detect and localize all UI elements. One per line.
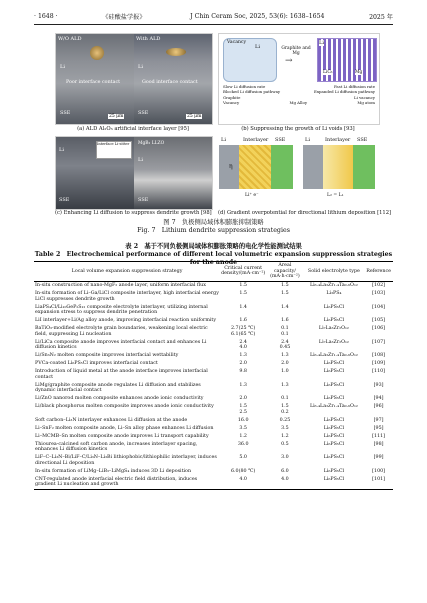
table-row: [34, 281, 393, 289]
sse-block-right: [353, 145, 375, 189]
cell-areal: 1.5: [281, 282, 289, 288]
cell-ccd: 1.5: [239, 282, 247, 288]
panel-d-li-left: Li: [221, 137, 226, 143]
panel-a-caption: (a) ALD Al₂O₃ artificial interface layer [95]: [77, 126, 189, 132]
cell-ccd: 16.0: [237, 417, 249, 423]
cell-reference: [107]: [372, 339, 386, 345]
cell-areal: 1.0: [281, 369, 289, 375]
table-row: [34, 403, 393, 417]
panel-d-interlayer-right: Interlayer: [325, 137, 351, 143]
table-row: [34, 381, 393, 395]
header-rule: [34, 24, 393, 25]
table-row: [34, 433, 393, 441]
cell-electrolyte: Li₆PS₅Cl: [323, 304, 345, 310]
panel-a-good: Good interface contact: [142, 80, 198, 85]
cell-strategy: In-situ construction of nano-MgF₂ anode layer, uniform interfacial flux: [35, 282, 206, 288]
cell-ccd: 1.2: [239, 433, 247, 439]
table-row: [34, 338, 393, 352]
cell-areal: 1.3: [281, 382, 289, 388]
figure-caption-cn: 图 7 负极侧局域体积膨胀抑制策略: [163, 219, 264, 226]
panel-c-interface: Interface Li-sitter: [97, 142, 130, 146]
cell-electrolyte: Li₆PS₅Cl: [323, 441, 345, 447]
cell-electrolyte: Li₆PS₅Cl: [323, 318, 345, 324]
panel-b-vacancy: Vacancy: [227, 40, 247, 45]
figure-panel-a: [55, 33, 213, 125]
cell-ccd: 2.7(25 ℃) 6.1(65 ℃): [230, 326, 256, 337]
panel-b-mg: Mg: [355, 70, 363, 75]
col-reference: Reference: [364, 262, 393, 282]
legend-item: Slow Li diffusion rate: [223, 84, 266, 89]
cell-areal: 1.5: [281, 290, 289, 296]
panel-a-label-with: With ALD: [136, 36, 161, 42]
page-number: · 1648 ·: [34, 12, 58, 20]
cell-strategy: PVCa-coated Li₆PS₅Cl improves interfacial contact: [35, 361, 158, 367]
cell-strategy: Li/LiCa composite anode improves interfacial contact and enhances Li diffusion kinetics: [35, 339, 207, 351]
cell-reference: [102]: [372, 282, 386, 288]
cell-electrolyte: Li₆PS₅Cl: [323, 455, 345, 461]
cell-areal: 0.1 0.1: [281, 326, 289, 337]
table-body: [34, 281, 393, 489]
cell-electrolyte: Li₆.₄La₃Zr₁.₄Ta₀.₆O₁₂: [309, 282, 358, 288]
panel-c-mgb2: MgB₂ LLZO: [138, 141, 165, 146]
performance-table: [34, 261, 393, 490]
cell-areal: 0.5: [281, 441, 289, 447]
panel-c-li-right: Li: [138, 157, 143, 163]
cell-areal: 2.4 0.45: [279, 339, 291, 351]
cell-ccd: 36.0: [237, 441, 249, 447]
panel-c-caption: (c) Enhancing Li diffusion to suppress dendrite growth [98]: [55, 210, 212, 216]
droplet-icon: [166, 48, 186, 56]
table-row: [34, 425, 393, 433]
cell-electrolyte: Li₆PS₅Cl: [323, 468, 345, 474]
cell-strategy: Li/ZnO nanorod molten composite enhances anode ionic conductivity: [35, 396, 204, 402]
cell-reference: [95]: [373, 425, 384, 431]
arrow-right-icon: →: [285, 56, 293, 66]
table-row: [34, 360, 393, 368]
table-row: [34, 468, 393, 476]
cell-ccd: 1.5: [239, 290, 247, 296]
cell-reference: [106]: [372, 326, 386, 332]
cell-reference: [94]: [373, 396, 384, 402]
panel-d-length: L₂ = L₁: [327, 193, 344, 198]
panel-b-li-left: Li: [255, 44, 260, 50]
table-row: [34, 325, 393, 339]
panel-d-interlayer-left: Interlayer: [243, 137, 269, 143]
cell-reference: [97]: [373, 417, 384, 423]
cell-electrolyte: Li₆PS₅Cl: [323, 417, 345, 423]
cell-reference: [105]: [372, 318, 386, 324]
cell-areal: 2.0: [281, 361, 289, 367]
table-row: [34, 352, 393, 360]
cell-ccd: 1.3: [239, 353, 247, 359]
cell-reference: [111]: [372, 433, 386, 439]
cell-areal: 1.3: [281, 353, 289, 359]
panel-d-eta: η: [229, 163, 233, 170]
li-block-right: [303, 145, 323, 189]
panel-b-legend: [223, 84, 375, 120]
cell-ccd: 3.5: [239, 425, 247, 431]
legend-item: Fast Li diffusion rate: [334, 84, 375, 89]
cell-electrolyte: Li₆PS₅Cl: [323, 433, 345, 439]
figure-panel-b: [218, 33, 380, 125]
table-row: [34, 303, 393, 317]
cell-strategy: LiMg/graphite composite anode regulates Li diffusion and stabilizes dynamic interfacial contact: [35, 382, 201, 394]
table-row: [34, 290, 393, 304]
cell-reference: [103]: [372, 290, 386, 296]
cell-ccd: 2.0: [239, 361, 247, 367]
citation: J Chin Ceram Soc, 2025, 53(6): 1638–1654: [190, 12, 325, 20]
cell-ccd: 2.4 4.0: [239, 339, 247, 351]
cell-strategy: LiF–C–Li₃N–Bi/LiF–C/Li₃N–Li₃Bi lithiophobic/lithiophilic interlayer, induces directional Li deposition: [35, 455, 217, 466]
panel-b-lic6: LiC₆: [323, 70, 333, 75]
panel-a-scale-left: 25 μm: [109, 114, 124, 119]
cell-electrolyte: Li₇La₃Zr₂O₁₂: [318, 339, 349, 345]
col-ccd: Critical current density/(mA·cm⁻²): [220, 262, 266, 282]
cell-areal: 1.5 0.2: [281, 404, 289, 415]
cell-reference: [101]: [364, 476, 393, 490]
cell-ccd: 2.0: [239, 396, 247, 402]
legend-item: Vacancy: [223, 100, 240, 106]
droplet-icon: [90, 46, 104, 60]
cell-strategy: In-situ formation of Li–Ga/LiCl composite interlayer, high interfacial energy LiCl suppresses dendrite growth: [35, 290, 219, 302]
figure-caption-en: Fig. 7 Lithium dendrite suppression strategies: [137, 227, 290, 234]
cell-ccd: 1.5 2.5: [239, 404, 247, 415]
panel-b-graphite-mg: Graphite and Mg: [281, 46, 311, 56]
cell-reference: [109]: [372, 361, 386, 367]
cell-ccd: 5.0: [239, 455, 247, 461]
panel-c-li-left: Li: [59, 147, 64, 153]
legend-item: Li vacancy: [354, 94, 375, 100]
cell-electrolyte: Li₆.₄La₃Zr₁.₄Ta₀.₆O₁₂: [309, 404, 358, 410]
legend-item: Expanded Li diffusion pathway: [314, 89, 375, 95]
panel-a-sse-left: SSE: [60, 110, 71, 116]
cell-ccd: 6.0(80 ℃): [230, 468, 256, 474]
panel-b-caption: (b) Suppressing the growth of Li voids [93]: [241, 126, 355, 132]
legend-item: Mg Alloy: [289, 100, 308, 106]
panel-a-sse-right: SSE: [138, 110, 149, 116]
cell-ccd: 1.3: [239, 382, 247, 388]
panel-a-li-right: Li: [138, 64, 143, 70]
table-row: [34, 476, 393, 490]
cell-reference: [104]: [372, 304, 386, 310]
table-header-row: [34, 262, 393, 282]
interlayer-block-left: [239, 145, 271, 189]
table-row: [34, 417, 393, 425]
panel-d-li-right: Li: [305, 137, 310, 143]
table-row: [34, 317, 393, 325]
cell-strategy: LiaPS₄Cl/Li₁₀GeP₂S₁₂ composite electrolyte interlayer, utilizing internal expansion stress to suppress dendrite penetration: [35, 304, 208, 316]
col-electrolyte: Solid electrolyte type: [304, 262, 365, 282]
figure-panel-d: [218, 136, 380, 210]
table-row: [34, 395, 393, 403]
cell-electrolyte: Li₆.₄La₃Zr₁.₄Ta₀.₆O₁₂: [309, 353, 358, 359]
legend-item: Mg atom: [357, 100, 375, 106]
cell-ccd: 4.0: [220, 476, 266, 490]
panel-a-poor: Poor interface contact: [66, 80, 121, 85]
panel-a-li-left: Li: [60, 64, 65, 70]
cell-strategy: Li/Sn₃N₂ molten composite improves interfacial wettability: [35, 353, 179, 359]
cell-areal: 0.1: [281, 396, 289, 402]
cell-strategy: Soft carbon–Li₃N interlayer enhances Li diffusion at the anode: [35, 417, 188, 423]
cell-areal: 1.6: [281, 318, 289, 324]
mg-alloy-region: [317, 38, 377, 82]
running-header: [34, 9, 393, 23]
table-row: [34, 368, 393, 382]
cell-areal: 3.5: [281, 425, 289, 431]
cell-ccd: 1.6: [239, 318, 247, 324]
cell-strategy: Li–SnF₂ molten composite anode, Li–Sn alloy phase enhances Li diffusion: [35, 425, 214, 431]
cell-electrolyte: Li₆PS₅Cl: [323, 369, 345, 375]
col-strategy: Local volume expansion suppression strategy: [34, 262, 220, 282]
cell-areal: 1.4: [281, 304, 289, 310]
cell-strategy: CNT-regulated anode interfacial electric field distribution, induces gradient Li nucleation and growth: [34, 476, 220, 490]
year: 2025 年: [369, 13, 393, 21]
table-title-en: Table 2 Electrochemical performance of different local volumetric expansion suppression strategies for the anode: [34, 251, 393, 266]
cell-reference: [99]: [373, 455, 384, 461]
table-row: [34, 440, 393, 454]
cell-ccd: 9.8: [239, 369, 247, 375]
interlayer-block-right: [323, 145, 353, 189]
panel-a-label-wo: W/O ALD: [58, 36, 82, 42]
cell-electrolyte: Li₆PS₅Cl: [304, 476, 365, 490]
legend-item: Blocked Li diffusion pathway: [223, 89, 281, 95]
panel-c-sse-left: SSE: [59, 197, 70, 203]
legend-item: Graphite: [223, 94, 241, 100]
panel-d-sse-right: SSE: [357, 137, 368, 143]
panel-d-sse-left: SSE: [275, 137, 286, 143]
table-row: [34, 454, 393, 468]
figure-panel-c: [55, 136, 213, 210]
cell-electrolyte: Li₃PS₄: [326, 290, 342, 296]
table-title-cn: 表 2 基于不同负极侧局域体积膨胀策略的电化学性能测试结果: [125, 243, 302, 250]
cell-reference: [108]: [372, 353, 386, 359]
cell-reference: [96]: [373, 404, 384, 410]
cell-reference: [110]: [372, 369, 386, 375]
cell-areal: 1.2: [281, 433, 289, 439]
cell-strategy: Li–MCMB–Sn molten composite anode improves Li transport capability: [35, 433, 209, 439]
panel-d-li-e: Li⁺ e⁻: [245, 193, 259, 198]
panel-d-caption: (d) Gradient overpotential for directional lithium deposition [112]: [218, 210, 392, 216]
cell-strategy: In-situ formation of LiMg–LiB₃–LiMgS₄ induces 3D Li deposition: [35, 468, 192, 474]
cell-strategy: Introduction of liquid metal at the anode interface improves interfacial contact: [35, 369, 208, 380]
cell-electrolyte: Li₆PS₅Cl: [323, 396, 345, 402]
cell-strategy: Li/black phosphorus molten composite improves anode ionic conductivity: [35, 404, 214, 410]
cell-electrolyte: Li₆PS₅Cl: [323, 425, 345, 431]
panel-a-scale-right: 25 μm: [187, 114, 202, 119]
panel-c-sse-right: SSE: [138, 197, 149, 203]
cell-strategy: Thiourea-calcined soft carbon anode, increases interlayer spacing, enhances Li diffusion kinetics: [35, 441, 198, 453]
sse-block-left: [271, 145, 293, 189]
cell-reference: [93]: [373, 382, 384, 388]
cell-strategy: LiI interlayer+Li/Ag alloy anode, improving interfacial reaction uniformity: [35, 318, 217, 324]
panel-b-li-right: Li: [319, 40, 324, 46]
cell-electrolyte: Li₆PS₅Cl: [323, 382, 345, 388]
cell-areal: 6.0: [281, 468, 289, 474]
cell-reference: [100]: [372, 468, 386, 474]
cell-electrolyte: Li₆PS₅Cl: [323, 361, 345, 367]
cell-areal: 0.25: [279, 417, 291, 423]
cell-electrolyte: Li₇La₃Zr₂O₁₂: [318, 326, 349, 332]
cell-reference: [98]: [373, 441, 384, 447]
cell-strategy: BaTiO₃-modified electrolyte grain boundaries, weakening local electric field, suppressing Li nucleation: [35, 326, 208, 337]
journal-name: 《硅酸盐学报》: [102, 13, 146, 21]
cell-ccd: 1.4: [239, 304, 247, 310]
cell-areal: 3.0: [281, 455, 289, 461]
col-areal: Areal capacity/ (mA·h·cm⁻²): [266, 262, 303, 282]
cell-areal: 4.0: [266, 476, 303, 490]
